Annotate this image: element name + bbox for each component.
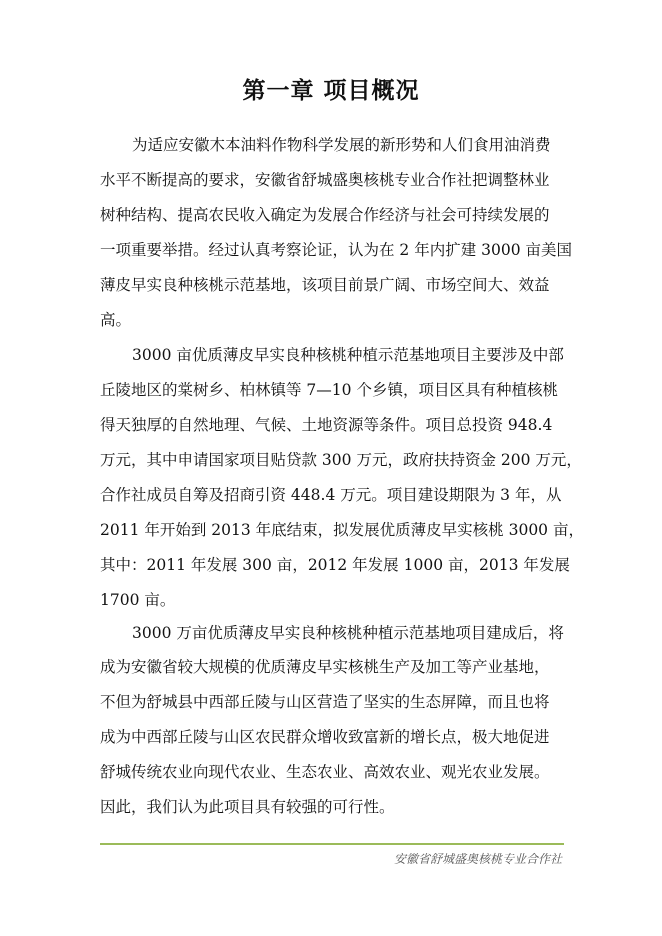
paragraph-3-line-5: 舒城传统农业向现代农业、生态农业、高效农业、观光农业发展。 <box>100 763 550 781</box>
paragraph-1-line-6: 高。 <box>100 311 132 329</box>
paragraph-3-line-4: 成为中西部丘陵与山区农民群众增收致富新的增长点，极大地促进 <box>100 728 550 746</box>
footer-rule <box>100 843 564 845</box>
paragraph-1-line-2: 水平不断提高的要求，安徽省舒城盛奥核桃专业合作社把调整林业 <box>100 171 550 189</box>
paragraph-3-line-6: 因此，我们认为此项目具有较强的可行性。 <box>100 798 395 816</box>
paragraph-2-line-4: 万元，其中申请国家项目贴贷款 300 万元，政府扶持资金 200 万元， <box>100 451 582 469</box>
paragraph-1-line-5: 薄皮早实良种核桃示范基地，该项目前景广阔、市场空间大、效益 <box>100 276 550 294</box>
paragraph-2-line-2: 丘陵地区的棠树乡、柏林镇等 7—10 个乡镇，项目区具有种植核桃 <box>100 381 558 399</box>
paragraph-1-line-3: 树种结构、提高农民收入确定为发展合作经济与社会可持续发展的 <box>100 206 550 224</box>
paragraph-2-line-5: 合作社成员自筹及招商引资 448.4 万元。项目建设期限为 3 年，从 <box>100 486 562 504</box>
paragraph-1-line-1: 为适应安徽木本油料作物科学发展的新形势和人们食用油消费 <box>132 136 551 154</box>
paragraph-3-line-2: 成为安徽省较大规模的优质薄皮早实核桃生产及加工等产业基地， <box>100 658 550 676</box>
chapter-title: 第一章 项目概况 <box>242 78 420 104</box>
paragraph-2-line-6: 2011 年开始到 2013 年底结束，拟发展优质薄皮早实核桃 3000 亩， <box>100 521 584 539</box>
paragraph-3-line-1: 3000 万亩优质薄皮早实良种核桃种植示范基地项目建成后，将 <box>132 624 564 642</box>
paragraph-2-line-7: 其中：2011 年发展 300 亩，2012 年发展 1000 亩，2013 年发展 <box>100 556 570 574</box>
paragraph-1-line-4: 一项重要举措。经过认真考察论证，认为在 2 年内扩建 3000 亩美国 <box>100 241 573 259</box>
paragraph-3-line-3: 不但为舒城县中西部丘陵与山区营造了坚实的生态屏障，而且也将 <box>100 693 550 711</box>
footer-organization: 安徽省舒城盛奥核桃专业合作社 <box>393 852 562 866</box>
paragraph-2-line-8: 1700 亩。 <box>100 591 176 609</box>
paragraph-2-line-1: 3000 亩优质薄皮早实良种核桃种植示范基地项目主要涉及中部 <box>132 346 564 364</box>
paragraph-2-line-3: 得天独厚的自然地理、气候、土地资源等条件。项目总投资 948.4 <box>100 416 553 434</box>
